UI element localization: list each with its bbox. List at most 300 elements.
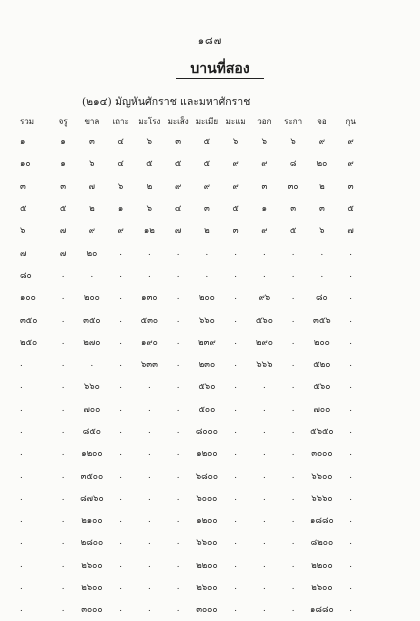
table-cell: ๑๒๐๐ xyxy=(196,449,218,460)
table-cell: . xyxy=(119,515,122,526)
table-cell: . xyxy=(148,492,151,503)
table-cell: . xyxy=(263,448,266,459)
table-cell: ๘๕๐ xyxy=(82,427,101,437)
table-cell: ๒๐๐ xyxy=(198,293,215,304)
table-cell: ๖ xyxy=(20,226,26,237)
table-cell: ๖ xyxy=(117,181,124,192)
table-cell: . xyxy=(263,403,266,414)
table-cell: ๑ xyxy=(117,204,124,215)
table-cell: . xyxy=(349,247,352,258)
table-cell: . xyxy=(234,247,237,258)
table-cell: . xyxy=(234,448,237,459)
table-cell: . xyxy=(20,515,23,526)
table-cell: . xyxy=(61,336,65,347)
table-cell: . xyxy=(291,426,295,436)
table-cell: . xyxy=(61,604,65,615)
table-cell: . xyxy=(291,403,295,414)
table-cell: ๗ xyxy=(59,226,67,237)
table-cell: ๖๓๓ xyxy=(140,360,158,371)
table-cell: . xyxy=(119,336,122,347)
table-cell: ๙ xyxy=(261,159,268,170)
table-cell: . xyxy=(148,470,151,481)
table-cell: . xyxy=(263,381,266,392)
table-cell: . xyxy=(119,269,122,280)
table-row xyxy=(20,554,365,576)
table-cell: . xyxy=(61,426,65,436)
table-cell: . xyxy=(349,269,352,280)
table-cell: ๓ xyxy=(175,137,182,148)
table-cell: ๕๖๐ xyxy=(313,382,331,393)
table-cell: . xyxy=(234,359,237,370)
table-cell: . xyxy=(119,247,122,258)
table-cell: ๘ xyxy=(289,159,297,170)
column-header: เถาะ xyxy=(112,116,129,126)
table-cell: . xyxy=(263,559,266,570)
table-cell: ๕๒๐ xyxy=(313,360,331,371)
table-cell: . xyxy=(119,314,122,325)
table-cell: . xyxy=(61,470,65,481)
column-header: ขาล xyxy=(84,116,100,126)
table-cell: . xyxy=(148,559,151,570)
table-cell: ๗ xyxy=(88,181,96,192)
table-cell: ๓ xyxy=(261,181,268,192)
table-cell: . xyxy=(349,448,352,459)
table-cell: . xyxy=(176,336,180,347)
table-cell: . xyxy=(234,269,237,280)
table-cell: ๒๖๐๐ xyxy=(196,583,218,594)
table-cell: . xyxy=(20,359,23,370)
table-cell: ๖ xyxy=(89,159,95,170)
table-cell: . xyxy=(90,359,94,370)
table-cell: ๑๘๘๐ xyxy=(310,605,334,616)
table-cell: ๖ xyxy=(290,137,296,148)
table-cell: . xyxy=(61,559,65,570)
table-cell: ๑ xyxy=(20,137,26,148)
table-cell: ๙ xyxy=(232,159,239,170)
table-cell: . xyxy=(176,426,180,436)
table-cell: . xyxy=(349,381,352,392)
table-cell: . xyxy=(20,492,23,503)
table-row xyxy=(20,375,365,397)
table-cell: . xyxy=(320,269,324,280)
table-cell: ๖ xyxy=(146,137,153,148)
table-cell: . xyxy=(61,492,65,503)
table-cell: . xyxy=(234,314,237,325)
table-cell: ๑ xyxy=(60,159,66,170)
table-cell: . xyxy=(61,515,65,526)
table-cell: . xyxy=(61,269,65,280)
table-cell: ๗ xyxy=(347,226,354,237)
table-row xyxy=(20,398,365,420)
table-cell: ๗ xyxy=(174,226,182,237)
table-cell: ๕ xyxy=(347,204,354,215)
table-row xyxy=(20,331,365,353)
table-cell: . xyxy=(234,336,237,347)
table-cell: . xyxy=(20,381,23,392)
table-row xyxy=(20,130,365,152)
table-cell: ๙๖ xyxy=(258,293,271,304)
table-cell: ๕๖๕๐ xyxy=(310,427,334,437)
column-header: รวม xyxy=(20,116,35,126)
table-cell: ๓ xyxy=(20,181,26,192)
table-cell: ๓ xyxy=(318,204,325,215)
table-cell: ๖๖๖๐ xyxy=(311,493,333,504)
era-table xyxy=(20,112,365,621)
table-cell: . xyxy=(291,470,295,481)
table-cell: . xyxy=(148,426,151,436)
column-header: วอก xyxy=(257,116,272,126)
table-cell: . xyxy=(119,292,122,303)
column-header: มะเส็ง xyxy=(167,116,189,126)
table-cell: . xyxy=(176,604,180,615)
table-cell: . xyxy=(176,448,180,459)
table-cell: . xyxy=(176,403,180,414)
table-cell: . xyxy=(349,470,352,481)
table-cell: ๑ xyxy=(261,204,268,215)
table-cell: . xyxy=(176,247,180,258)
table-cell: . xyxy=(176,537,180,548)
table-cell: ๓๕๖ xyxy=(313,315,331,326)
table-cell: . xyxy=(349,336,352,347)
table-cell: ๓๕๐ xyxy=(20,315,38,326)
table-cell: . xyxy=(263,269,266,280)
table-cell: . xyxy=(291,448,295,459)
table-cell: ๒๐๐ xyxy=(313,337,330,348)
table-cell: ๓ xyxy=(232,226,239,237)
table-cell: . xyxy=(119,604,122,615)
table-cell: ๙ xyxy=(347,159,354,170)
table-cell: . xyxy=(234,537,237,548)
table-cell: . xyxy=(61,537,65,548)
table-cell: . xyxy=(176,582,180,593)
table-cell: ๘๐ xyxy=(20,270,32,281)
table-cell: . xyxy=(234,403,237,414)
table-cell: ๔ xyxy=(117,159,124,170)
table-cell: . xyxy=(349,559,352,570)
table-cell: ๒๒๐๐ xyxy=(196,560,218,571)
title-underline xyxy=(176,78,264,79)
table-cell: ๖๖๐ xyxy=(198,315,215,326)
table-cell: . xyxy=(61,359,65,370)
table-cell: ๕๖๐ xyxy=(198,382,216,393)
column-header: จรู xyxy=(58,116,68,126)
table-cell: . xyxy=(320,247,324,258)
table-cell: . xyxy=(176,292,180,303)
table-row xyxy=(20,264,365,286)
table-row xyxy=(20,598,365,620)
table-cell: . xyxy=(176,314,180,325)
table-cell: ๔ xyxy=(117,137,124,148)
table-cell: . xyxy=(349,292,352,303)
table-row xyxy=(20,197,365,219)
table-cell: . xyxy=(349,537,352,548)
table-cell: ๓๐๐๐ xyxy=(311,449,333,460)
table-cell: . xyxy=(90,269,94,280)
table-cell: ๓๕๐ xyxy=(83,315,101,326)
table-cell: . xyxy=(61,448,65,459)
table-cell: . xyxy=(349,426,352,436)
table-cell: . xyxy=(61,292,65,303)
table-cell: . xyxy=(234,582,237,593)
column-header: มะเมีย xyxy=(195,116,218,126)
table-cell: ๒๑๐๐ xyxy=(81,516,103,527)
table-cell: ๓ xyxy=(290,204,297,215)
table-cell: . xyxy=(119,559,122,570)
table-cell: ๙ xyxy=(88,226,95,237)
table-cell: ๒๒๐๐ xyxy=(311,560,333,571)
table-cell: . xyxy=(291,492,295,503)
table-cell: . xyxy=(20,470,23,481)
table-cell: . xyxy=(20,426,23,436)
table-cell: . xyxy=(176,470,180,481)
table-cell: ๗ xyxy=(20,248,27,259)
table-cell: . xyxy=(148,515,151,526)
table-cell: ๒ xyxy=(204,226,210,237)
table-cell: . xyxy=(234,559,237,570)
table-cell: . xyxy=(291,314,295,325)
table-cell: . xyxy=(263,426,266,436)
table-cell: . xyxy=(176,381,180,392)
table-cell: ๗๐๐ xyxy=(313,404,331,415)
table-cell: . xyxy=(291,559,295,570)
table-cell: . xyxy=(291,515,295,526)
table-cell: ๖๘๐๐ xyxy=(195,471,219,482)
table-cell: ๓๐๐๐ xyxy=(81,605,103,616)
table-cell: . xyxy=(20,582,23,593)
table-cell: ๒๐ xyxy=(86,248,98,259)
table-cell: ๑๒๐๐ xyxy=(196,516,218,527)
table-cell: . xyxy=(148,403,151,414)
table-cell: ๑๓๐ xyxy=(141,293,158,304)
table-cell: . xyxy=(263,247,266,258)
table-cell: ๒๖๐๐ xyxy=(81,583,103,594)
table-cell: . xyxy=(148,381,151,392)
table-cell: . xyxy=(349,492,352,503)
table-cell: ๖ xyxy=(319,226,325,237)
table-cell: ๑๙๐ xyxy=(140,337,158,348)
table-cell: . xyxy=(119,470,122,481)
table-cell: ๑ xyxy=(60,137,66,148)
table-cell: . xyxy=(20,448,23,459)
table-cell: ๒๙๐ xyxy=(255,337,273,348)
table-cell: ๖๖๐ xyxy=(83,382,100,393)
table-cell: . xyxy=(263,604,266,615)
table-cell: . xyxy=(291,604,295,615)
table-cell: . xyxy=(349,403,352,414)
table-cell: . xyxy=(176,269,180,280)
table-cell: ๖ xyxy=(146,204,153,215)
table-row xyxy=(20,175,365,197)
table-cell: . xyxy=(349,515,352,526)
table-row xyxy=(20,308,365,330)
table-cell: ๑๐๐ xyxy=(20,293,36,304)
table-row xyxy=(20,353,365,375)
table-cell: ๙ xyxy=(203,181,210,192)
table-cell: . xyxy=(291,537,295,548)
column-header: ระกา xyxy=(284,116,303,126)
table-cell: ๑๐ xyxy=(20,159,31,170)
table-cell: . xyxy=(20,559,23,570)
table-cell: ๕ xyxy=(20,204,27,215)
table-cell: ๑๘๘๐ xyxy=(310,516,334,527)
table-cell: . xyxy=(349,359,352,370)
table-cell: . xyxy=(20,604,23,615)
table-cell: ๔ xyxy=(174,204,182,215)
page-number: ๑๘๗ xyxy=(197,36,223,47)
table-cell: . xyxy=(148,269,151,280)
table-cell: . xyxy=(119,426,122,436)
table-row xyxy=(20,420,365,442)
table-cell: . xyxy=(234,426,237,436)
table-cell: ๒๘๐๐ xyxy=(80,538,104,549)
table-cell: ๑๒๐๐ xyxy=(81,449,103,460)
table-cell: . xyxy=(349,314,352,325)
table-row xyxy=(20,241,365,263)
table-cell: ๕ xyxy=(203,159,211,170)
table-cell: . xyxy=(148,448,151,459)
table-cell: ๘๐ xyxy=(316,293,328,304)
header-row xyxy=(20,112,365,130)
table-cell: ๓๕๐๐ xyxy=(80,471,104,482)
table-row xyxy=(20,442,365,464)
table-cell: . xyxy=(176,359,180,370)
table-cell: . xyxy=(20,537,23,548)
table-cell: . xyxy=(61,403,65,414)
table-cell: . xyxy=(234,492,237,503)
table-cell: ๕๖๐ xyxy=(255,315,273,326)
column-header: มะโรง xyxy=(138,116,161,126)
table-cell: ๖๖๖ xyxy=(256,360,273,371)
table-cell: ๒๖๐๐ xyxy=(311,583,333,594)
table-cell: . xyxy=(234,292,237,303)
table-row xyxy=(20,219,365,241)
table-cell: ๒๐ xyxy=(316,159,328,170)
table-row xyxy=(20,509,365,531)
table-cell: . xyxy=(291,381,295,392)
table-cell: . xyxy=(148,604,151,615)
table-cell: . xyxy=(234,381,237,392)
table-cell: . xyxy=(119,492,122,503)
table-cell: . xyxy=(119,359,122,370)
table-cell: ๗๐๐ xyxy=(83,404,101,415)
table-cell: ๙ xyxy=(347,137,354,148)
table-cell: ๕ xyxy=(59,204,67,215)
table-cell: ๓๐ xyxy=(287,181,299,192)
table-cell: ๕ xyxy=(203,137,211,148)
table-cell: . xyxy=(176,559,180,570)
table-cell: . xyxy=(263,492,266,503)
table-cell: . xyxy=(234,515,237,526)
table-cell: . xyxy=(119,582,122,593)
table-cell: ๒๖๐๐ xyxy=(81,560,103,571)
table-cell: . xyxy=(291,269,295,280)
table-cell: ๖๐๐๐ xyxy=(196,493,218,504)
table-cell: . xyxy=(291,336,295,347)
table-cell: . xyxy=(205,269,209,280)
table-cell: ๓ xyxy=(60,181,67,192)
table-cell: . xyxy=(291,582,295,593)
table-cell: ๙ xyxy=(117,226,124,237)
table-cell: . xyxy=(263,470,266,481)
table-row xyxy=(20,152,365,174)
table-cell: . xyxy=(263,515,266,526)
table-cell: ๕ xyxy=(232,204,239,215)
table-cell: . xyxy=(349,604,352,615)
table-cell: . xyxy=(148,537,151,548)
table-cell: ๖๖๐๐ xyxy=(196,538,218,549)
table-cell: . xyxy=(61,381,65,392)
table-cell: . xyxy=(263,582,266,593)
table-cell: ๙ xyxy=(232,181,239,192)
table-row xyxy=(20,531,365,553)
table-cell: . xyxy=(61,314,65,325)
table-cell: ๘๐๐๐ xyxy=(195,427,218,437)
table-cell: ๕๓๐ xyxy=(140,315,159,326)
table-cell: ๗ xyxy=(59,248,67,259)
table-cell: ๓ xyxy=(88,137,95,148)
table-cell: . xyxy=(291,359,295,370)
table-cell: . xyxy=(61,582,65,593)
table-cell: ๕ xyxy=(174,159,182,170)
table-cell: ๙ xyxy=(175,181,182,192)
table-cell: ๒ xyxy=(319,181,325,192)
table-cell: ๙ xyxy=(261,226,268,237)
table-cell: ๓ xyxy=(347,181,354,192)
table-cell: ๕๐๐ xyxy=(198,404,216,415)
table-cell: . xyxy=(234,604,237,615)
table-cell: ๖ xyxy=(261,137,268,148)
table-cell: ๙ xyxy=(318,137,325,148)
table-cell: ๒๕๐ xyxy=(20,337,38,348)
table-cell: ๒๓๙ xyxy=(198,337,216,348)
table-cell: . xyxy=(119,403,122,414)
table-cell: ๑๒ xyxy=(143,226,155,237)
table-cell: . xyxy=(176,515,180,526)
table-cell: ๒๐๐ xyxy=(83,293,100,304)
table-cell: . xyxy=(148,247,151,258)
table-cell: . xyxy=(20,403,23,414)
table-cell: ๓๐๐๐ xyxy=(196,605,218,616)
table-row xyxy=(20,487,365,509)
table-cell: ๘๒๐๐ xyxy=(310,538,334,549)
table-cell: . xyxy=(291,292,295,303)
table-cell: ๕ xyxy=(146,159,153,170)
table-cell: . xyxy=(119,537,122,548)
table-cell: . xyxy=(234,470,237,481)
table-cell: ๘๗๖๐ xyxy=(80,493,104,504)
table-body xyxy=(20,130,365,621)
table-cell: . xyxy=(263,537,266,548)
table-row xyxy=(20,464,365,486)
table-cell: . xyxy=(148,582,151,593)
table-cell: ๕ xyxy=(289,226,297,237)
table-cell: ๓ xyxy=(203,204,210,215)
table-cell: ๒๗๐ xyxy=(83,337,101,348)
table-cell: . xyxy=(205,247,209,258)
table-cell: . xyxy=(291,247,295,258)
column-header: จอ xyxy=(317,116,327,126)
table-cell: . xyxy=(349,582,352,593)
table-row xyxy=(20,286,365,308)
column-header: กุน xyxy=(345,116,356,126)
chapter-title: บานที่สอง xyxy=(190,61,250,77)
table-cell: ๒ xyxy=(146,181,153,192)
section-subtitle: (๒๑๔) มัญหันศักราช และมหาศักราช xyxy=(82,96,251,108)
column-header: มะแม xyxy=(225,116,246,126)
table-cell: ๖ xyxy=(232,137,239,148)
table-cell: . xyxy=(176,492,180,503)
table-cell: . xyxy=(119,448,122,459)
